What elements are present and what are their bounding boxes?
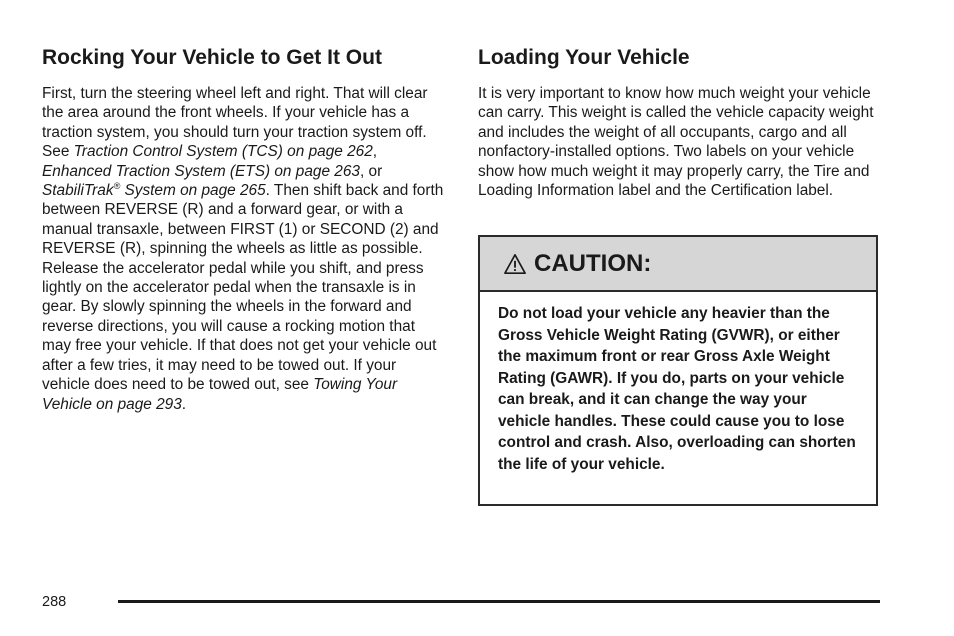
caution-box bbox=[478, 235, 878, 506]
section-heading-rocking: Rocking Your Vehicle to Get It Out bbox=[42, 46, 382, 69]
caution-header bbox=[480, 237, 876, 292]
link-stabilitrak: StabiliTrak® System on page 265 bbox=[42, 180, 266, 200]
right-column bbox=[478, 44, 880, 200]
warning-triangle-icon bbox=[504, 253, 526, 275]
link-enhanced-traction: Enhanced Traction System (ETS) on page 263 bbox=[42, 162, 360, 180]
caution-title: CAUTION: bbox=[534, 249, 652, 277]
loading-paragraph: It is very important to know how much weight your vehicle can carry. This weight is called the vehicle capacity weight and includes the weight of all occupants, cargo and all nonfactory-installed options. Two labels on your vehicle show how much weight it may properly carry, the Tire and Loading Information label and the Certification label. bbox=[478, 85, 874, 200]
section-heading-loading: Loading Your Vehicle bbox=[478, 46, 690, 69]
left-column bbox=[42, 44, 444, 414]
page-number: 288 bbox=[42, 594, 67, 610]
rocking-paragraph: First, turn the steering wheel left and right. That will clear the area around the front wheels. If your vehicle has a traction system, you should turn your traction system off. See Traction Control System (TCS) on page 262, Enhanced Traction System (ETS) on page 263, or StabiliTrak® System on page 265. Then shift back and forth between REVERSE (R) and a forward gear, or with a manual transaxle, between FIRST (1) or SECOND (2) and REVERSE (R), spinning the wheels as little as possible. Release the accelerator pedal while you shift, and press lightly on the accelerator pedal when the transaxle is in gear. By slowly spinning the wheels in the forward and reverse directions, you will cause a rocking motion that may free your vehicle. If that does not get your vehicle out after a few tries, it may need to be towed out. If your vehicle does need to be towed out, see Towing Your Vehicle on page 293. bbox=[42, 85, 444, 413]
caution-text: Do not load your vehicle any heavier than the Gross Vehicle Weight Rating (GVWR), or either the maximum front or rear Gross Axle Weight Rating (GAWR). If you do, parts on your vehicle can break, and it can change the way your vehicle handles. These could cause you to lose control and crash. Also, overloading can shorten the life of your vehicle. bbox=[498, 305, 856, 473]
link-towing: Towing Your Vehicle on page 293 bbox=[42, 376, 398, 413]
footer-rule bbox=[118, 600, 880, 603]
link-traction-control: Traction Control System (TCS) on page 262 bbox=[73, 143, 373, 161]
